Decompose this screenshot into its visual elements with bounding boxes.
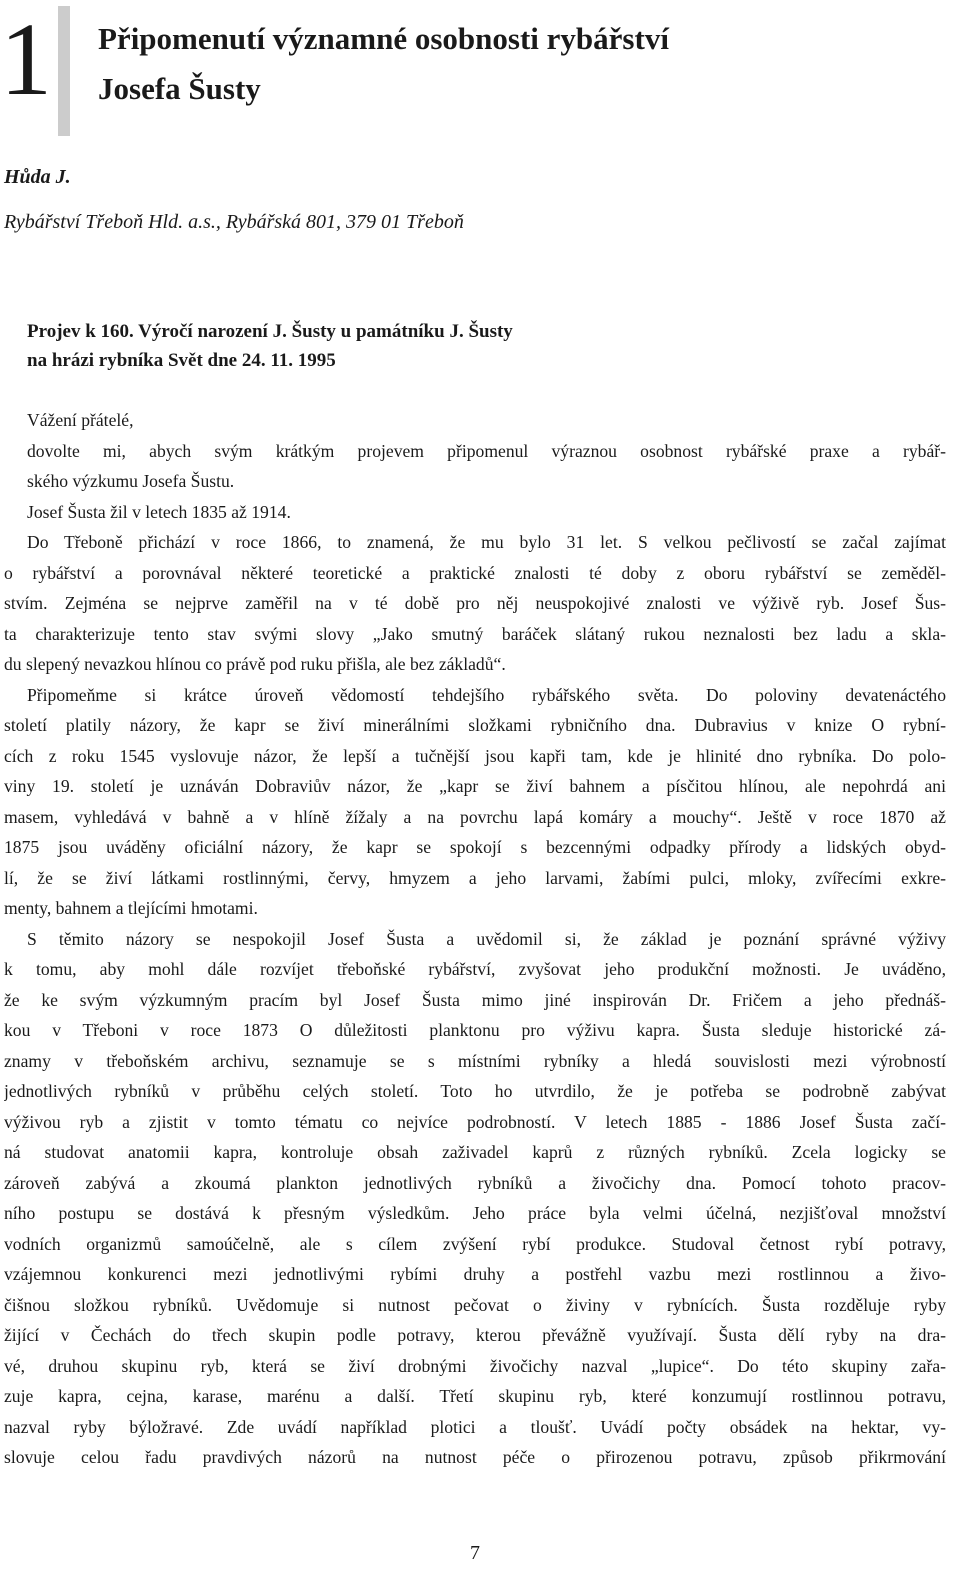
body-line: znamy v třeboňském archivu, seznamuje se s místními rybníky a hledá souvislosti mezi výrobností: [4, 1050, 946, 1071]
body-line: kou v Třeboni v roce 1873 O důležitosti planktonu pro výživu kapra. Šusta sleduje historické zá-: [4, 1020, 946, 1040]
chapter-title-line: Připomenutí významné osobnosti rybářství: [98, 21, 669, 56]
speech-heading-line: Projev k 160. Výročí narození J. Šusty u památníku J. Šusty: [27, 321, 513, 342]
body-line: Připomeňme si krátce úroveň vědomostí tehdejšího rybářského světa. Do poloviny devatenáctého: [27, 684, 946, 705]
body-line: ského výzkumu Josefa Šustu.: [27, 471, 235, 491]
body-line: lí, že se živí látkami rostlinnými, červy, hmyzem a jeho larvami, žabími pulci, mloky, zvířecími exkre-: [4, 867, 946, 888]
body-line: ního postupu se dostává k přesným výsledkům. Jeho práce byla velmi účelná, nezjišťoval množství: [4, 1203, 946, 1223]
body-line: vzájemnou konkurenci mezi jednotlivými rybími druhy a postřehl vazbu mezi rostlinnou a živo-: [4, 1264, 946, 1284]
body-line: k tomu, aby mohl dále rozvíjet třeboňské rybářství, zvyšovat jeho produkční možnosti. Je uváděno,: [4, 959, 946, 979]
body-line: viny 19. století je uznáván Dobraviův názor, že „kapr se živí bahnem a písčitou hlínou, ale nepohrdá ani: [4, 776, 946, 796]
body-line: cích z roku 1545 vyslovuje názor, že lepší a tučnější jsou kapři tam, kde je hlinité dno rybníka. Do polo-: [4, 745, 946, 766]
body-line: o rybářství a porovnával některé teoretické a praktické znalosti té doby z oboru rybářství se zeměděl-: [4, 562, 946, 583]
body-line: vodních organizmů samoúčelně, ale s cílem zvýšení rybí produkce. Studoval četnost rybí potravy,: [4, 1233, 946, 1254]
body-line: ta charakterizuje tento stav svými slovy „Jako smutný baráček slátaný rukou neznalosti bez ladu a skla-: [4, 623, 946, 644]
body-line: žijící v Čechách do třech skupin podle potravy, kterou převážně využívají. Šusta dělí ryby na dra-: [4, 1325, 946, 1345]
body-line: dovolte mi, abych svým krátkým projevem připomenul výraznou osobnost rybářské praxe a rybář-: [27, 440, 946, 461]
chapter-divider-bar: [58, 6, 70, 136]
author-affiliation: Rybářství Třeboň Hld. a.s., Rybářská 801, 379 01 Třeboň: [4, 211, 464, 233]
body-line: masem, vyhledává v bahně a v hlíně žížaly a na povrchu lapá komáry a mouchy“. Ještě v roce 1870 až: [4, 806, 946, 827]
body-line: vé, druhou skupinu ryb, která se živí drobnými živočichy nazval „lupice“. Do této skupiny zařa-: [4, 1355, 946, 1376]
body-line: nazval ryby býložravé. Zde uvádí například plotici a tloušť. Uvádí počty obsádek na hektar, vy-: [4, 1416, 946, 1437]
body-line: stvím. Zejména se nejprve zaměřil na v té době pro něj neuspokojivé znalosti ve výživě ryb. Josef Šus-: [4, 593, 946, 613]
chapter-title: [98, 14, 669, 114]
chapter-number: 1: [0, 2, 50, 117]
body-line: ná studovat anatomii kapra, kontroluje obsah zaživadel kaprů z různých rybníků. Zcela logicky se: [4, 1142, 946, 1162]
body-line: jednotlivých rybníků v průběhu celých století. Toto ho utvrdilo, že je potřeba se podrobně zabývat: [4, 1081, 946, 1101]
body-line: že ke svým výzkumným pracím byl Josef Šusta mimo jiné inspirován Dr. Fričem a jeho přednáš-: [4, 989, 946, 1010]
body-line: století platily názory, že kapr se živí minerálními složkami rybničního dna. Dubravius v knize O rybní-: [4, 715, 946, 735]
speech-heading-line: na hrázi rybníka Svět dne 24. 11. 1995: [27, 350, 336, 371]
body-text: [4, 405, 946, 1473]
body-line: čišnou složkou rybníků. Uvědomuje si nutnost pečovat o živiny v rybnících. Šusta rozděluje ryby: [4, 1294, 946, 1315]
body-line: zuje kapra, cejna, karase, marénu a další. Třetí skupinu ryb, které konzumují rostlinnou potravu,: [4, 1386, 946, 1406]
body-line: slovuje celou řadu pravdivých názorů na nutnost péče o přirozenou potravu, způsob přikrmování: [4, 1447, 946, 1467]
chapter-title-line: Josefa Šusty: [98, 71, 261, 106]
body-line: 1875 jsou uváděny oficiální názory, že kapr se spokojí s bezcennými odpadky přírody a lidských obyd-: [4, 837, 946, 857]
body-line: Do Třeboně přichází v roce 1866, to znamená, že mu bylo 31 let. S velkou pečlivostí se začal zajímat: [27, 532, 946, 552]
body-line: výživou ryb a zjistit v tomto tématu co nejvíce podrobností. V letech 1885 - 1886 Josef Šusta začí-: [4, 1111, 946, 1132]
body-line: menty, bahnem a tlejícími hmotami.: [4, 898, 258, 918]
body-line: S těmito názory se nespokojil Josef Šusta a uvědomil si, že základ je poznání správné výživy: [27, 928, 946, 949]
body-line: Josef Šusta žil v letech 1835 až 1914.: [27, 501, 291, 522]
body-line: Vážení přátelé,: [27, 410, 134, 430]
speech-heading: [27, 317, 513, 375]
page-number: 7: [470, 1542, 480, 1564]
body-line: zároveň zabývá a zkoumá plankton jednotlivých rybníků a živočichy dna. Pomocí tohoto pracov-: [4, 1172, 946, 1193]
author-name: Hůda J.: [4, 166, 71, 188]
body-line: du slepený nevazkou hlínou co právě pod ruku přišla, ale bez základů“.: [4, 654, 506, 674]
